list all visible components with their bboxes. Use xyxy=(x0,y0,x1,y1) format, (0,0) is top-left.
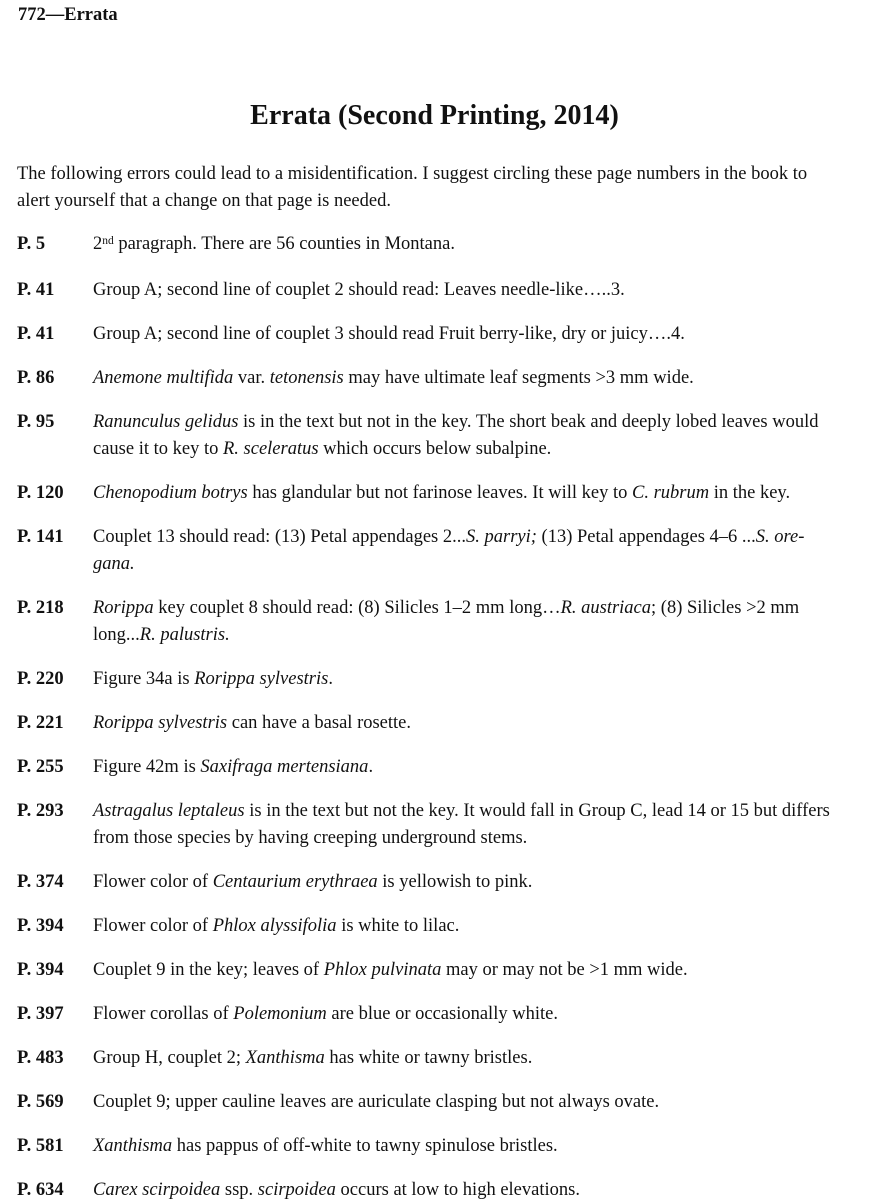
entry-text-line xyxy=(93,666,869,693)
text-segment: is in the text but not in the key. The short beak and deeply lobed leaves would xyxy=(238,412,819,432)
text-segment: is in the text but not the key. It would fall in Group C, lead 14 or 15 but differs xyxy=(244,801,830,821)
errata-entry xyxy=(17,666,869,693)
entry-text xyxy=(93,913,869,940)
text-segment: Couplet 9; upper cauline leaves are auriculate clasping but not always ovate. xyxy=(93,1092,660,1112)
entry-text-line xyxy=(93,869,869,896)
entry-text-line xyxy=(93,798,869,825)
entry-page-label: P. 397 xyxy=(17,1004,64,1024)
species-name: Rorippa sylvestris xyxy=(93,713,228,733)
entry-page-label: P. 634 xyxy=(17,1180,64,1200)
species-name: Chenopodium botrys xyxy=(93,483,248,503)
text-segment: is yellowish to pink. xyxy=(377,872,533,892)
text-segment: nd xyxy=(102,234,114,247)
errata-entry xyxy=(17,1089,869,1116)
errata-entry xyxy=(17,1133,869,1160)
entry-text-line xyxy=(93,1045,869,1072)
text-segment: cause it to key to xyxy=(93,439,223,459)
entry-page-label: P. 581 xyxy=(17,1136,64,1156)
entry-text xyxy=(93,1089,869,1116)
errata-entry xyxy=(17,480,869,507)
text-segment: (13) Petal appendages 4–6 ... xyxy=(536,527,756,547)
entry-text-line xyxy=(93,957,869,984)
errata-entry xyxy=(17,231,869,260)
species-name: C. rubrum xyxy=(631,483,710,503)
text-segment: ssp. xyxy=(220,1180,258,1200)
entry-page-label: P. 221 xyxy=(17,713,64,733)
text-segment: may or may not be >1 mm wide. xyxy=(441,960,688,980)
entry-text-line xyxy=(93,365,869,392)
species-name: tetonensis xyxy=(269,368,344,388)
entry-text-line xyxy=(93,754,869,781)
entry-page-label: P. 293 xyxy=(17,801,64,821)
text-segment: occurs at low to high elevations. xyxy=(335,1180,580,1200)
text-segment: in the key. xyxy=(709,483,791,503)
species-name: Phlox alyssifolia xyxy=(212,916,337,936)
entry-page-label: P. 569 xyxy=(17,1092,64,1112)
entry-page-label: P. 220 xyxy=(17,669,64,689)
text-segment: Flower corollas of xyxy=(93,1004,234,1024)
entry-text xyxy=(93,321,869,348)
entry-text xyxy=(93,365,869,392)
errata-entry xyxy=(17,754,869,781)
entry-text-line xyxy=(93,710,869,737)
text-segment: ; (8) Silicles >2 mm xyxy=(651,598,800,618)
text-segment: can have a basal rosette. xyxy=(227,713,412,733)
entry-text xyxy=(93,1177,869,1203)
species-name: Xanthisma xyxy=(93,1136,173,1156)
intro-line: The following errors could lead to a misidentification. I suggest circling these page numbers in the book to xyxy=(17,164,808,184)
errata-entry xyxy=(17,1177,869,1203)
species-name: Phlox pulvinata xyxy=(323,960,442,980)
text-segment: from those species by having creeping underground stems. xyxy=(93,828,528,848)
text-segment: long... xyxy=(93,625,140,645)
entry-text-line xyxy=(93,825,869,852)
entry-page-label: P. 374 xyxy=(17,872,64,892)
entry-text-line xyxy=(93,913,869,940)
text-segment: may have ultimate leaf segments >3 mm wide. xyxy=(343,368,694,388)
species-name: Saxifraga mertensiana xyxy=(200,757,369,777)
text-segment: Flower color of xyxy=(93,872,213,892)
entry-text xyxy=(93,869,869,896)
errata-entry xyxy=(17,595,869,649)
text-segment: Figure 34a is xyxy=(93,669,195,689)
species-name: R. sceleratus xyxy=(222,439,319,459)
entry-page-label: P. 41 xyxy=(17,324,55,344)
errata-entry xyxy=(17,365,869,392)
entry-page-label: P. 41 xyxy=(17,280,55,300)
entry-text xyxy=(93,277,869,304)
entry-page-label: P. 255 xyxy=(17,757,64,777)
species-name: Rorippa xyxy=(93,598,154,618)
errata-entry xyxy=(17,913,869,940)
entry-text xyxy=(93,231,869,260)
species-name: Ranunculus gelidus xyxy=(93,412,239,432)
errata-entry xyxy=(17,409,869,463)
text-segment: . xyxy=(368,757,374,777)
entry-text xyxy=(93,524,869,578)
entry-text xyxy=(93,798,869,852)
text-segment: Flower color of xyxy=(93,916,213,936)
entry-text-line xyxy=(93,436,869,463)
text-segment: var. xyxy=(233,368,270,388)
text-segment: 2 xyxy=(93,234,103,254)
entry-text-line xyxy=(93,595,869,622)
species-name: gana. xyxy=(93,554,135,574)
entry-text xyxy=(93,1133,869,1160)
errata-entry xyxy=(17,321,869,348)
entry-text xyxy=(93,595,869,649)
text-segment: which occurs below subalpine. xyxy=(318,439,552,459)
entry-text-line xyxy=(93,551,869,578)
text-segment: . xyxy=(328,669,333,689)
entry-text xyxy=(93,710,869,737)
text-segment: are blue or occasionally white. xyxy=(326,1004,558,1024)
entry-text-line xyxy=(93,409,869,436)
errata-entry xyxy=(17,524,869,578)
entry-page-label: P. 86 xyxy=(17,368,55,388)
entry-text-line xyxy=(93,1089,869,1116)
entry-text xyxy=(93,666,869,693)
running-head: 772—Errata xyxy=(18,5,118,25)
entry-text xyxy=(93,409,869,463)
entry-text xyxy=(93,957,869,984)
entry-text-line xyxy=(93,1001,869,1028)
errata-list xyxy=(17,231,869,1203)
errata-entry xyxy=(17,957,869,984)
entry-page-label: P. 483 xyxy=(17,1048,64,1068)
text-segment: Couplet 9 in the key; leaves of xyxy=(93,960,324,980)
text-segment: is white to lilac. xyxy=(336,916,460,936)
species-name: Rorippa sylvestris xyxy=(194,669,329,689)
errata-entry xyxy=(17,710,869,737)
entry-text-line xyxy=(93,1133,869,1160)
entry-page-label: P. 5 xyxy=(17,234,46,254)
species-name: scirpoidea xyxy=(257,1180,336,1200)
text-segment: key couplet 8 should read: (8) Silicles 1–2 mm long… xyxy=(153,598,561,618)
entry-text-line xyxy=(93,321,869,348)
errata-entry xyxy=(17,869,869,896)
entry-page-label: P. 95 xyxy=(17,412,55,432)
text-segment: has glandular but not farinose leaves. It will key to xyxy=(247,483,632,503)
species-name: Centaurium erythraea xyxy=(212,872,378,892)
entry-page-label: P. 394 xyxy=(17,916,64,936)
text-segment: paragraph. There are 56 counties in Montana. xyxy=(113,234,455,254)
text-segment: has white or tawny bristles. xyxy=(324,1048,533,1068)
entry-text-line xyxy=(93,231,869,260)
entry-page-label: P. 394 xyxy=(17,960,64,980)
entry-text xyxy=(93,480,869,507)
intro-paragraph xyxy=(17,161,807,215)
text-segment: Couplet 13 should read: (13) Petal appendages 2... xyxy=(93,527,466,547)
entry-text-line xyxy=(93,622,869,649)
errata-entry xyxy=(17,1001,869,1028)
entry-page-label: P. 141 xyxy=(17,527,64,547)
species-name: R. austriaca xyxy=(560,598,652,618)
page-title: Errata (Second Printing, 2014) xyxy=(250,100,619,131)
entry-text-line xyxy=(93,277,869,304)
species-name: Anemone multifida xyxy=(93,368,234,388)
entry-text-line xyxy=(93,524,869,551)
entry-page-label: P. 218 xyxy=(17,598,64,618)
text-segment: Group A; second line of couplet 2 should read: Leaves needle-like…..3. xyxy=(93,280,625,300)
species-name: R. palustris. xyxy=(139,625,230,645)
species-name: S. ore- xyxy=(755,527,805,547)
species-name: Xanthisma xyxy=(245,1048,325,1068)
intro-line: alert yourself that a change on that page is needed. xyxy=(17,191,391,211)
entry-page-label: P. 120 xyxy=(17,483,64,503)
text-segment: Figure 42m is xyxy=(93,757,201,777)
entry-text xyxy=(93,754,869,781)
errata-entry xyxy=(17,277,869,304)
errata-entry xyxy=(17,1045,869,1072)
species-name: Polemonium xyxy=(233,1004,327,1024)
errata-entry xyxy=(17,798,869,852)
species-name: Carex scirpoidea xyxy=(93,1180,221,1200)
species-name: S. parryi; xyxy=(466,527,537,547)
text-segment: Group H, couplet 2; xyxy=(93,1048,246,1068)
entry-text-line xyxy=(93,1177,869,1203)
text-segment: has pappus of off-white to tawny spinulose bristles. xyxy=(172,1136,558,1156)
entry-text-line xyxy=(93,480,869,507)
entry-text xyxy=(93,1001,869,1028)
species-name: Astragalus leptaleus xyxy=(93,801,245,821)
entry-text xyxy=(93,1045,869,1072)
text-segment: Group A; second line of couplet 3 should read Fruit berry-like, dry or juicy….4. xyxy=(93,324,685,344)
